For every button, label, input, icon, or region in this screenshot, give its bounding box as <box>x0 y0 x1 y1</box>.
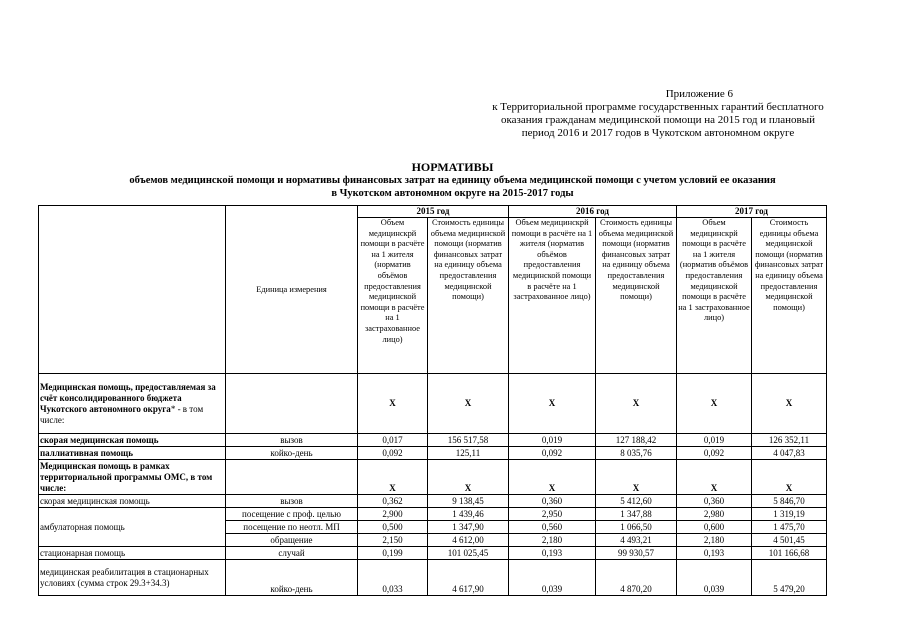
unit-cell: вызов <box>226 434 358 447</box>
volume-header: Объем медицинскрй помощи в расчёте на 1 жителя (норматив объёмов предоставления медицинской помощи в расчёте на 1 застрахованное лицо) <box>509 218 596 374</box>
value-cell: 0,039 <box>509 560 596 596</box>
row-label: медицинская реабилитация в стационарных условиях (сумма строк 29.3+34.3) <box>39 560 226 596</box>
x-mark: X <box>752 460 827 495</box>
row-label: скорая медицинская помощь <box>39 495 226 508</box>
value-cell: 0,092 <box>677 447 752 460</box>
x-mark: X <box>509 374 596 434</box>
value-cell: 1 347,88 <box>596 508 677 521</box>
header-row-years <box>39 206 827 218</box>
value-cell: 0,600 <box>677 521 752 534</box>
value-cell: 0,360 <box>677 495 752 508</box>
value-cell: 156 517,58 <box>428 434 509 447</box>
x-mark: X <box>752 374 827 434</box>
value-cell: 1 439,46 <box>428 508 509 521</box>
volume-header: Объем медицинскрй помощи в расчёте на 1 жителя (норматив объёмов предоставления медицинской помощи в расчёте на 1 застрахованное лицо) <box>358 218 428 374</box>
table-row <box>39 495 827 508</box>
appendix-header <box>448 88 868 140</box>
unit-cell: посещение по неотл. МП <box>226 521 358 534</box>
table-row <box>39 508 827 521</box>
unit-cell <box>226 374 358 434</box>
row-label: скорая медицинская помощь <box>39 434 226 447</box>
value-cell: 0,019 <box>677 434 752 447</box>
value-cell: 99 930,57 <box>596 547 677 560</box>
x-mark: X <box>596 460 677 495</box>
x-mark: X <box>509 460 596 495</box>
unit-cell: койко-день <box>226 447 358 460</box>
appendix-line: период 2016 и 2017 годов в Чукотском автономном округе <box>521 127 795 139</box>
value-cell: 0,092 <box>509 447 596 460</box>
value-cell: 127 188,42 <box>596 434 677 447</box>
table-row-section-oms <box>39 460 827 495</box>
year-2016-header: 2016 год <box>509 206 677 218</box>
value-cell: 2,950 <box>509 508 596 521</box>
value-cell: 2,900 <box>358 508 428 521</box>
value-cell: 1 475,70 <box>752 521 827 534</box>
unit-cell: посещение с проф. целью <box>226 508 358 521</box>
value-cell: 5 479,20 <box>752 560 827 596</box>
x-mark: X <box>428 460 509 495</box>
cost-header: Стоимость единицы объема медицинской помощи (норматив финансовых затрат на единицу объема предоставления медицинской помощи) <box>596 218 677 374</box>
title-main: НОРМАТИВЫ <box>411 160 494 174</box>
value-cell: 1 066,50 <box>596 521 677 534</box>
value-cell: 0,560 <box>509 521 596 534</box>
value-cell: 5 412,60 <box>596 495 677 508</box>
unit-cell: обращение <box>226 534 358 547</box>
value-cell: 4 612,00 <box>428 534 509 547</box>
x-mark: X <box>358 374 428 434</box>
title-subtitle: объемов медицинской помощи и нормативы финансовых затрат на единицу объема медицинской помощи с учетом условий ее оказания <box>129 175 776 186</box>
x-mark: X <box>358 460 428 495</box>
year-2015-header: 2015 год <box>358 206 509 218</box>
appendix-number: Приложение 6 <box>665 88 733 100</box>
unit-header: Единица измерения <box>226 206 358 374</box>
volume-header: Объем медицинскрй помощи в расчёте на 1 жителя (норматив объёмов предоставления медицинской помощи в расчёте на 1 застрахованное лицо) <box>677 218 752 374</box>
x-mark: X <box>677 460 752 495</box>
unit-cell: вызов <box>226 495 358 508</box>
value-cell: 2,980 <box>677 508 752 521</box>
value-cell: 0,033 <box>358 560 428 596</box>
section-label: Медицинская помощь, предоставляемая за счёт консолидированного бюджета Чукотского автономного округа* - в том числе: <box>39 374 226 434</box>
normatives-table <box>38 205 827 596</box>
document-title <box>0 160 905 200</box>
section-label: Медицинская помощь в рамках территориальной программы ОМС, в том числе: <box>39 460 226 495</box>
value-cell: 0,017 <box>358 434 428 447</box>
unit-cell: койко-день <box>226 560 358 596</box>
value-cell: 4 617,90 <box>428 560 509 596</box>
x-mark: X <box>428 374 509 434</box>
value-cell: 4 493,21 <box>596 534 677 547</box>
value-cell: 8 035,76 <box>596 447 677 460</box>
value-cell: 1 319,19 <box>752 508 827 521</box>
cost-header: Стоимость единицы объема медицинской помощи (норматив финансовых затрат на единицу объема предоставления медицинской помощи) <box>428 218 509 374</box>
title-subtitle: в Чукотском автономном округе на 2015-2017 годы <box>331 188 574 199</box>
table-row-section-budget <box>39 374 827 434</box>
unit-cell: случай <box>226 547 358 560</box>
value-cell: 9 138,45 <box>428 495 509 508</box>
table-row <box>39 560 827 596</box>
value-cell: 0,092 <box>358 447 428 460</box>
value-cell: 4 870,20 <box>596 560 677 596</box>
value-cell: 0,500 <box>358 521 428 534</box>
value-cell: 2,180 <box>677 534 752 547</box>
x-mark: X <box>596 374 677 434</box>
appendix-line: к Территориальной программе государственных гарантий бесплатного <box>492 101 824 113</box>
value-cell: 0,360 <box>509 495 596 508</box>
value-cell: 0,193 <box>509 547 596 560</box>
appendix-line: оказания гражданам медицинской помощи на 2015 год и плановый <box>500 114 815 126</box>
value-cell: 0,193 <box>677 547 752 560</box>
cost-header: Стоимость единицы объема медицинской помощи (норматив финансовых затрат на единицу объема предоставления медицинской помощи) <box>752 218 827 374</box>
value-cell: 0,039 <box>677 560 752 596</box>
header-empty-cell <box>39 206 226 374</box>
value-cell: 101 166,68 <box>752 547 827 560</box>
value-cell: 101 025,45 <box>428 547 509 560</box>
value-cell: 1 347,90 <box>428 521 509 534</box>
value-cell: 4 501,45 <box>752 534 827 547</box>
value-cell: 4 047,83 <box>752 447 827 460</box>
value-cell: 5 846,70 <box>752 495 827 508</box>
table-row <box>39 447 827 460</box>
value-cell: 0,362 <box>358 495 428 508</box>
row-label: амбулаторная помощь <box>39 508 226 547</box>
value-cell: 2,150 <box>358 534 428 547</box>
row-label: стационарная помощь <box>39 547 226 560</box>
unit-cell <box>226 460 358 495</box>
x-mark: X <box>677 374 752 434</box>
table-row <box>39 547 827 560</box>
value-cell: 0,199 <box>358 547 428 560</box>
value-cell: 125,11 <box>428 447 509 460</box>
year-2017-header: 2017 год <box>677 206 827 218</box>
table-row <box>39 434 827 447</box>
value-cell: 0,019 <box>509 434 596 447</box>
value-cell: 2,180 <box>509 534 596 547</box>
row-label: паллиативная помощь <box>39 447 226 460</box>
value-cell: 126 352,11 <box>752 434 827 447</box>
